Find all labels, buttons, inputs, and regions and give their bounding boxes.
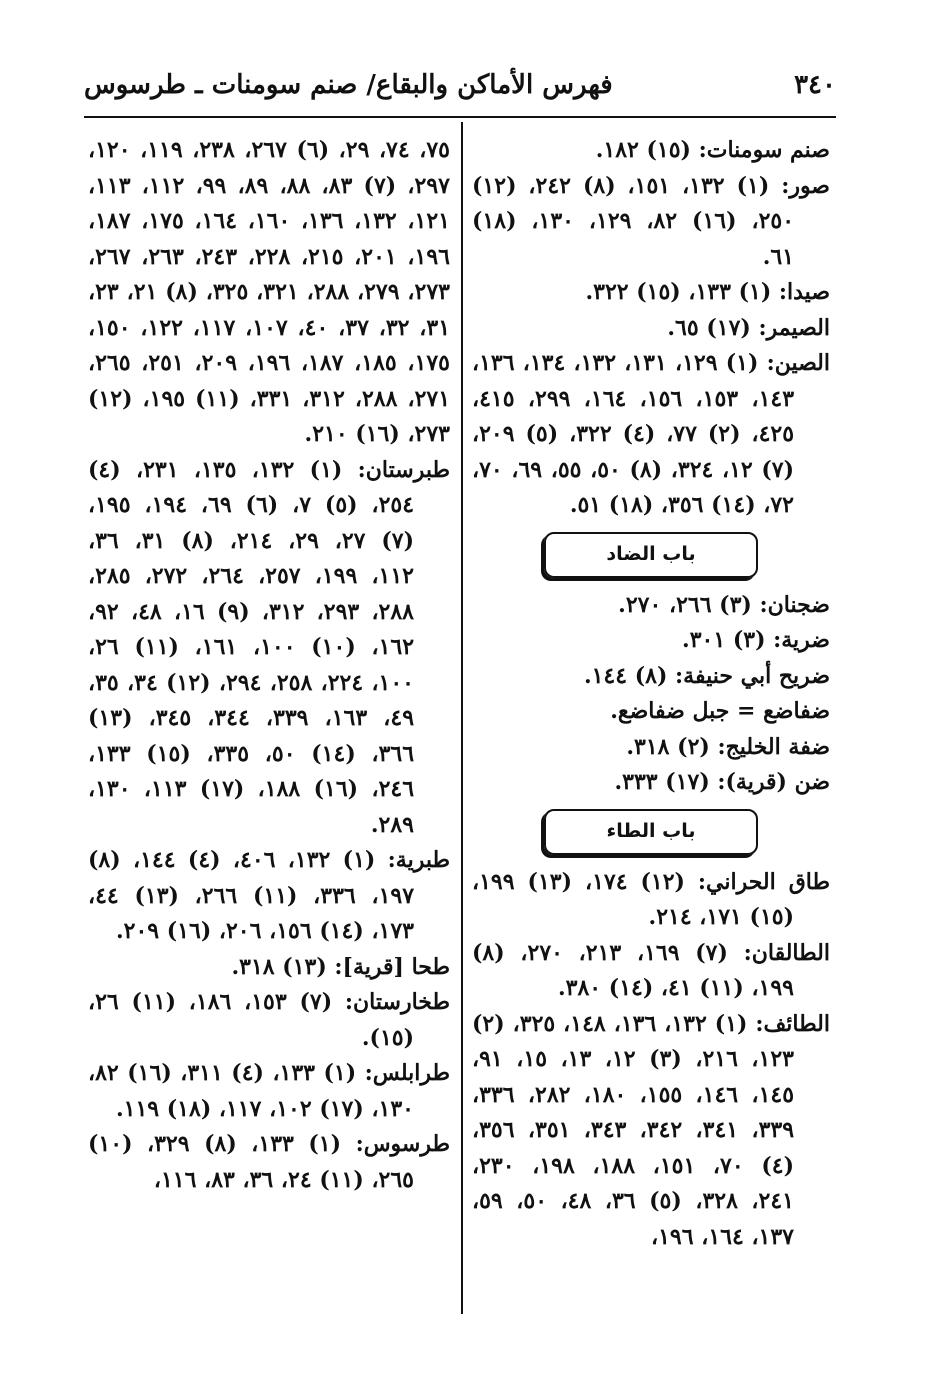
index-entry: طبرية: (١) ١٣٢، ٤٠٦، (٤) ١٤٤، (٨) ١٩٧، ٣٣٦، (١١) ٢٦٦، (١٣) ٤٤، ١٧٣، (١٤) ١٥٦، ٢٠٦، (١٦) ٢٠٩. — [88, 847, 450, 944]
index-entry: طحا [قرية]: (١٣) ٣١٨. — [231, 953, 450, 980]
index-entry: صيدا: (١) ١٣٣، (١٥) ٣٢٢. — [585, 279, 830, 305]
index-entry: طرسوس: (١) ١٣٣، (٨) ٣٢٩، (١٠) ٢٦٥، (١١) ٢٤، ٣٦، ٨٣، ١١٦، — [88, 1131, 450, 1193]
index-entry: الصين: (١) ١٢٩، ١٣١، ١٣٢، ١٣٤، ١٣٦، ١٤٣، ١٥٣، ١٥٦، ١٦٤، ٢٩٩، ٤١٥، ٤٢٥، (٢) ٧٧، (٤) ٣٢٢، (٥) ٢٠٩، (٧) ١٢، ٣٢٤، (٨) ٥٠، ٥٥، ٦٩، ٧٠، ٧٢، (١٤) ٣٥٦، (١٨) ٥١. — [472, 350, 830, 518]
page-number: ٣٤٠ — [794, 70, 836, 100]
index-entry: الطالقان: (٧) ١٦٩، ٢١٣، ٢٧٠، (٨) ١٩٩، (١١) ٤١، (١٤) ٣٨٠. — [472, 939, 830, 1001]
index-entry: ضن (قرية): (١٧) ٣٣٣. — [614, 769, 830, 795]
index-entry: طبرستان: (١) ١٣٢، ١٣٥، ٢٣١، (٤) ٢٥٤، (٥) ٧، (٦) ٦٩، ١٩٤، ١٩٥، (٧) ٢٧، ٢٩، ٢١٤، (٨) ٣١، ٣٦، ١١٢، ١٩٩، ٢٥٧، ٢٦٤، ٢٧٢، ٢٨٥، ٢٨٨، ٢٩٣، ٣١٢، (٩) ١٦، ٤٨، ٩٢، ١٦٢، (١٠) ١٠٠، ١٦١، (١١) ٢٦، ١٠٠، ٢٢٤، ٢٥٨، ٢٩٤، (١٢) ٣٤، ٣٥، ٤٩، ١٦٣، ٣٣٩، ٣٤٤، ٣٤٥، (١٣) ٣٦٦، (١٤) ٥٠، ٣٣٥، (١٥) ١٣٣، ٢٤٦، (١٦) ١٨٨، (١٧) ١١٣، ١٣٠، ٢٨٩. — [88, 456, 450, 838]
index-entry: ضفاضع = جبل ضفاضع. — [610, 698, 830, 724]
header-rule — [84, 116, 836, 118]
column-divider — [461, 122, 463, 1314]
running-title: فهرس الأماكن والبقاع/ صنم سومنات ـ طرسوس — [84, 70, 613, 100]
index-entry-continuation: ٧٥، ٧٤، ٢٩، (٦) ٢٦٧، ٢٣٨، ١١٩، ١٢٠، ٢٩٧، (٧) ٨٣، ٨٨، ٨٩، ٩٩، ١١٢، ١١٣، ١٢١، ١٣٢، ١٣٦، ١٦٠، ١٦٤، ١٧٥، ١٨٧، ١٩٦، ٢٠١، ٢١٥، ٢٢٨، ٢٤٣، ٢٦٣، ٢٦٧، ٢٧٣، ٢٧٩، ٢٨٨، ٣٢١، ٣٢٥، (٨) ٢١، ٢٣، ٣١، ٣٢، ٣٧، ٤٠، ١٠٧، ١١٧، ١٢٢، ١٥٠، ١٧٥، ١٨٥، ١٨٧، ١٩٦، ٢٠٩، ٢٥١، ٢٦٥، ٢٧١، ٢٨٨، ٣١٢، ٣٣١، (١١) ١٩٥، (١٢) ٢٧٣، (١٦) ٢١٠. — [88, 137, 451, 447]
index-entry: طخارستان: (٧) ١٥٣، ١٨٦، (١١) ٢٦، (١٥). — [88, 989, 450, 1051]
index-entry: صنم سومنات: (١٥) ١٨٢. — [595, 137, 830, 163]
index-entry: طاق الحراني: (١٢) ١٧٤، (١٣) ١٩٩، (١٥) ١٧١، ٢١٤. — [472, 868, 830, 930]
index-entry: ضريح أبي حنيفة: (٨) ١٤٤. — [583, 662, 830, 689]
index-entry: ضرية: (٣) ٣٠١. — [682, 627, 830, 653]
page-header — [84, 70, 836, 110]
index-entry: طرابلس: (١) ١٣٣، (٤) ٣١١، (١٦) ٨٢، ١٣٠، (١٧) ١٠٢، ١١٧، (١٨) ١١٩. — [88, 1060, 450, 1122]
index-entry: ضجنان: (٣) ٢٦٦، ٢٧٠. — [618, 591, 830, 618]
left-column — [88, 133, 450, 1198]
section-heading: باب الضاد — [544, 532, 758, 578]
index-entry: صور: (١) ١٣٢، ١٥١، (٨) ٢٤٢، (١٢) ٢٥٠، (١٦) ٨٢، ١٢٩، ١٣٠، (١٨) ٦١. — [472, 172, 830, 270]
section-heading: باب الطاء — [544, 809, 758, 855]
right-column — [472, 133, 830, 1255]
index-entry: ضفة الخليج: (٢) ٣١٨. — [626, 733, 830, 760]
index-entry: الطائف: (١) ١٣٢، ١٣٦، ١٤٨، ٣٢٥، (٢) ١٢٣، ٢١٦، (٣) ١٢، ١٣، ١٥، ٩١، ١٤٥، ١٤٦، ١٥٥، ١٨٠، ٢٨٢، ٣٣٦، ٣٣٩، ٣٤١، ٣٤٢، ٣٤٣، ٣٥١، ٣٥٦، (٤) ٧٠، ١٥١، ١٨٨، ١٩٨، ٢٣٠، ٢٤١، ٣٢٨، (٥) ٣٦، ٤٨، ٥٠، ٥٩، ١٣٧، ١٦٤، ١٩٦، — [472, 1010, 830, 1250]
index-entry: الصيمر: (١٧) ٦٥. — [667, 314, 830, 341]
